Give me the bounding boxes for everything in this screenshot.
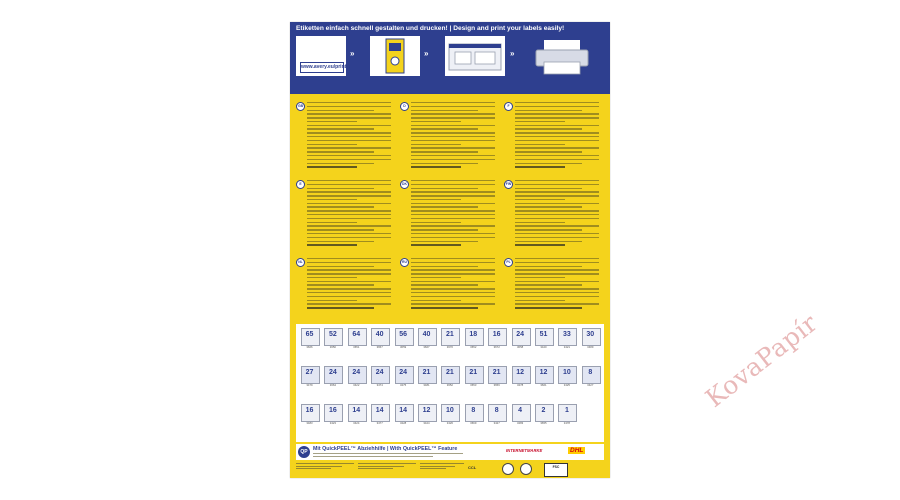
label-format-tile <box>370 366 389 390</box>
labels-per-sheet: 14 <box>375 407 384 414</box>
product-code: 3656 <box>493 383 500 387</box>
footer-address <box>420 463 464 471</box>
avery-url: www.avery.eu/print <box>300 62 344 73</box>
step-template <box>445 36 505 76</box>
product-code: 3667 <box>423 345 430 349</box>
flag-icon: NL <box>296 258 305 267</box>
product-code: 3651 <box>353 345 360 349</box>
flag-icon: PL <box>504 258 513 267</box>
quickpeel-description <box>313 453 463 458</box>
product-code: 3426 <box>446 421 453 425</box>
quickpeel-title: Mit QuickPEEL™ Abziehhilfe | With QuickPEEL™ Feature <box>313 446 458 452</box>
labels-per-sheet: 40 <box>375 331 384 338</box>
product-code: 3669 <box>470 421 477 425</box>
footer <box>296 463 604 477</box>
labels-per-sheet: 12 <box>516 369 524 376</box>
product-code: 3477 <box>376 421 383 425</box>
label-format-tile <box>511 366 530 390</box>
labels-per-sheet: 14 <box>352 407 361 414</box>
labels-per-sheet: 56 <box>399 331 407 338</box>
label-format-tile <box>464 328 483 352</box>
label-format-tile <box>300 328 319 352</box>
product-code: 3672 <box>493 345 500 349</box>
labels-per-sheet: 27 <box>305 369 314 376</box>
label-format-tile <box>394 366 413 390</box>
product-code: 3481 <box>423 383 430 387</box>
labels-per-sheet: 8 <box>471 407 476 414</box>
label-format-tile <box>557 404 576 428</box>
labels-per-sheet: 8 <box>494 407 499 414</box>
label-format-tile <box>557 366 576 390</box>
step-arrow: » <box>510 49 515 58</box>
instruction-banner <box>290 22 610 94</box>
label-format-tile <box>394 404 413 428</box>
product-code: 3653 <box>470 383 477 387</box>
labels-per-sheet: 30 <box>586 331 595 338</box>
labels-per-sheet: 21 <box>422 369 431 376</box>
flag-icon: FIN <box>504 180 513 189</box>
label-format-tile <box>511 328 530 352</box>
product-code: 3655 <box>540 421 547 425</box>
product-code: 3422 <box>353 383 360 387</box>
recycle-icon <box>502 463 514 475</box>
labels-per-sheet: 1 <box>564 407 569 414</box>
labels-per-sheet: 16 <box>305 407 314 414</box>
label-format-tile <box>394 328 413 352</box>
labels-per-sheet: 4 <box>518 407 523 414</box>
footer-address <box>296 463 354 471</box>
green-dot-icon <box>520 463 532 475</box>
label-format-tile <box>347 404 366 428</box>
product-code: 3425 <box>563 383 570 387</box>
flag-icon: D <box>400 102 409 111</box>
label-format-tile <box>534 328 553 352</box>
product-code: 3657 <box>376 345 383 349</box>
labels-per-sheet: 21 <box>492 369 501 376</box>
labels-per-sheet: 21 <box>445 331 454 338</box>
label-format-tile <box>511 404 530 428</box>
label-format-tile <box>323 404 342 428</box>
product-code: 3427 <box>587 383 594 387</box>
product-code: 3666 <box>306 345 313 349</box>
product-code: 3661 <box>540 383 547 387</box>
product-code: 3478 <box>563 421 570 425</box>
label-format-tile <box>323 328 342 352</box>
product-code: 3427 <box>493 421 500 425</box>
labels-per-sheet: 24 <box>352 369 361 376</box>
product-code: 3652 <box>446 383 453 387</box>
step-print <box>530 36 594 76</box>
labels-per-sheet: 12 <box>422 407 431 414</box>
label-format-tile <box>464 404 483 428</box>
label-format-tile <box>487 404 506 428</box>
product-code: 3475 <box>399 383 407 387</box>
labels-per-sheet: 12 <box>539 369 548 376</box>
software-box-icon <box>370 36 420 76</box>
labels-per-sheet: 8 <box>588 369 593 376</box>
shop-watermark: KovaPapír <box>700 308 823 413</box>
product-code: 3650 <box>329 345 336 349</box>
labels-per-sheet: 40 <box>422 331 431 338</box>
product-code: 3428 <box>399 421 407 425</box>
label-format-tile <box>323 366 342 390</box>
labels-per-sheet: 65 <box>305 331 314 338</box>
quickpeel-badge: QP <box>298 446 310 458</box>
label-format-tile <box>417 366 436 390</box>
label-format-tile <box>440 404 459 428</box>
label-format-tile <box>347 328 366 352</box>
labels-per-sheet: 24 <box>399 369 407 376</box>
internetmarke-logo: INTERNETMARKE <box>506 448 543 453</box>
flag-icon: F <box>504 102 513 111</box>
labels-per-sheet: 18 <box>469 331 478 338</box>
labels-per-sheet: 16 <box>492 331 501 338</box>
label-format-tile <box>417 404 436 428</box>
labels-per-sheet: 33 <box>562 331 571 338</box>
label-format-tile <box>581 328 600 352</box>
product-code: 3489 <box>587 345 594 349</box>
product-code: 3664 <box>329 383 336 387</box>
product-code: 3652 <box>470 345 477 349</box>
labels-per-sheet: 21 <box>469 369 478 376</box>
flag-icon: DK <box>400 180 409 189</box>
step-arrow: » <box>424 49 429 58</box>
product-code: 3421 <box>563 345 570 349</box>
labels-per-sheet: 10 <box>562 369 571 376</box>
label-format-tile <box>440 366 459 390</box>
label-format-tile <box>487 366 506 390</box>
labels-per-sheet: 24 <box>516 331 524 338</box>
label-format-tile <box>581 366 600 390</box>
labels-per-sheet: 24 <box>375 369 384 376</box>
step-software <box>370 36 420 76</box>
banner-title: Etiketten einfach schnell gestalten und drucken! | Design and print your labels easily! <box>296 25 565 32</box>
product-code: 3424 <box>353 421 360 425</box>
label-format-tile <box>440 328 459 352</box>
labels-per-sheet: 52 <box>328 331 337 338</box>
template-window-icon <box>445 36 505 76</box>
product-sheet <box>290 22 610 478</box>
labels-per-sheet: 10 <box>445 407 454 414</box>
label-format-tile <box>417 328 436 352</box>
product-code: 3423 <box>329 421 336 425</box>
label-format-tile <box>534 404 553 428</box>
label-format-tile <box>347 366 366 390</box>
product-code: 3483 <box>516 421 524 425</box>
labels-per-sheet: 2 <box>541 407 546 414</box>
labels-per-sheet: 21 <box>445 369 454 376</box>
step-arrow: » <box>350 49 355 58</box>
label-format-tile <box>534 366 553 390</box>
fsc-logo: FSC <box>544 463 568 477</box>
label-format-tile <box>464 366 483 390</box>
labels-per-sheet: 51 <box>539 331 548 338</box>
product-code: 3658 <box>516 345 524 349</box>
label-format-tile <box>300 366 319 390</box>
product-code: 3659 <box>399 345 407 349</box>
printer-icon <box>530 36 594 76</box>
label-format-grid <box>296 324 604 442</box>
flag-icon: GB <box>296 102 305 111</box>
product-code: 3478 <box>516 383 524 387</box>
label-format-tile <box>370 404 389 428</box>
product-code: 3479 <box>306 383 313 387</box>
flag-icon: RU <box>400 258 409 267</box>
label-format-tile <box>370 328 389 352</box>
product-code: 3420 <box>540 345 547 349</box>
labels-per-sheet: 24 <box>328 369 337 376</box>
flag-icon: E <box>296 180 305 189</box>
product-code: 3483 <box>306 421 313 425</box>
product-code: 3670 <box>446 345 453 349</box>
step-website <box>296 36 346 76</box>
footer-address <box>358 463 416 471</box>
dhl-logo: DHL <box>570 447 584 454</box>
labels-per-sheet: 14 <box>399 407 407 414</box>
ccl-logo: CCL <box>468 465 477 470</box>
product-code: 3424 <box>423 421 430 425</box>
label-format-tile <box>487 328 506 352</box>
quickpeel-bar <box>296 444 604 460</box>
label-format-tile <box>557 328 576 352</box>
labels-per-sheet: 64 <box>352 331 361 338</box>
label-format-tile <box>300 404 319 428</box>
labels-per-sheet: 16 <box>328 407 337 414</box>
product-code: 3474 <box>376 383 383 387</box>
